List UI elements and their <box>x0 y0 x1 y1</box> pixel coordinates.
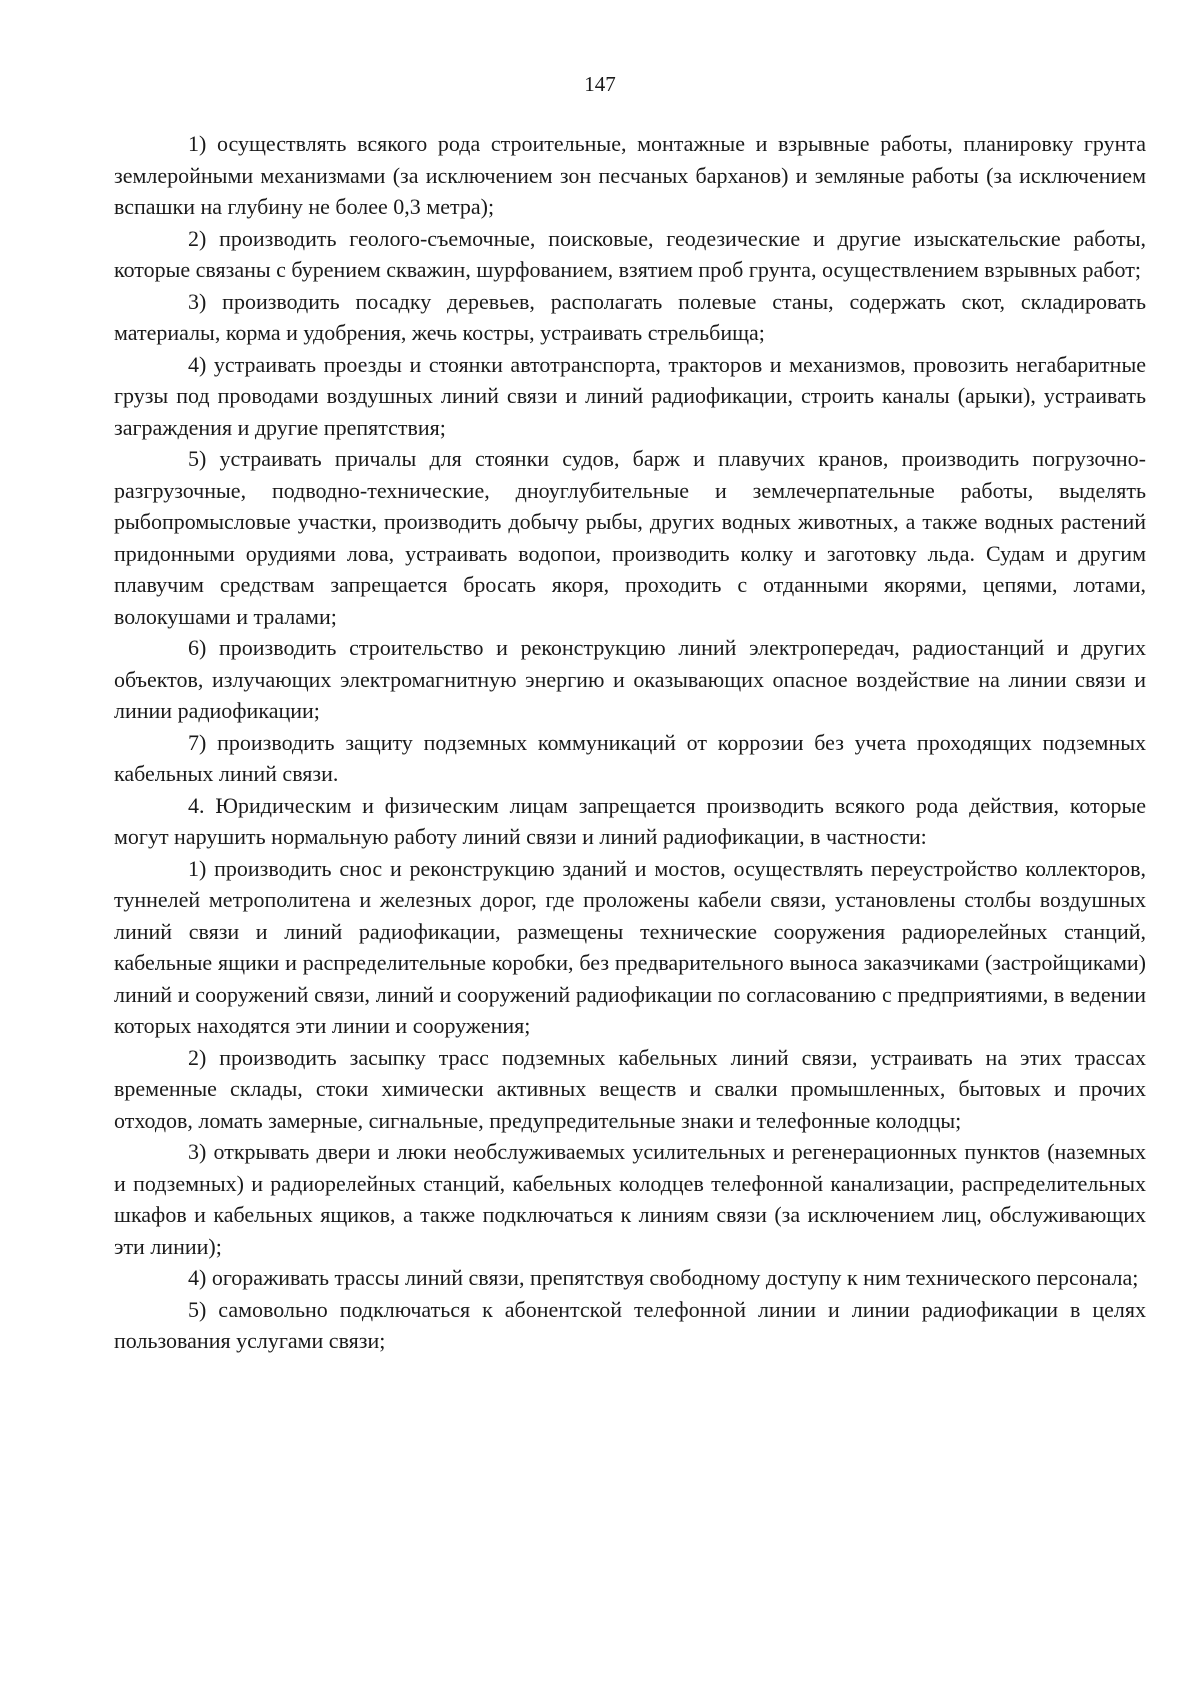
paragraph-item-3: 3) производить посадку деревьев, располагать полевые станы, содержать скот, складировать материалы, корма и удобрения, жечь костры, устраивать стрельбища; <box>114 288 1146 345</box>
paragraph-item-1: 1) осуществлять всякого рода строительные, монтажные и взрывные работы, планировку грунта землеройными механизмами (за исключением зон песчаных барханов) и земляные работы (за исключением вспашки на глубину не более 0,3 метра); <box>114 131 1146 219</box>
paragraph-item-5: 5) устраивать причалы для стоянки судов, барж и плавучих кранов, производить погрузочно-разгрузочные, подводно-технические, дноуглубительные и землечерпательные работы, выделять рыбопромысловые участки, производить добычу рыбы, других водных животных, а также водных растений придонными орудиями лова, устраивать водопои, производить колку и заготовку льда. Судам и другим плавучим средствам запрещается бросать якоря, проходить с отданными якорями, цепями, лотами, волокушами и тралами; <box>114 446 1146 629</box>
paragraph-item-6: 6) производить строительство и реконструкцию линий электропередач, радиостанций и других объектов, излучающих электромагнитную энергию и оказывающих опасное воздействие на линии связи и линии радиофикации; <box>114 635 1146 723</box>
paragraph-item-4: 4) устраивать проезды и стоянки автотранспорта, тракторов и механизмов, провозить негабаритные грузы под проводами воздушных линий связи и линий радиофикации, строить каналы (арыки), устраивать заграждения и другие препятствия; <box>114 351 1146 440</box>
paragraph-prohibition-5: 5) самовольно подключаться к абонентской телефонной линии и линии радиофикации в целях пользования услугами связи; <box>114 1296 1146 1353</box>
page-number: 147 <box>584 72 616 96</box>
document-body <box>114 128 1146 1357</box>
paragraph-prohibition-1: 1) производить снос и реконструкцию зданий и мостов, осуществлять переустройство коллекторов, туннелей метрополитена и железных дорог, где проложены кабели связи, установлены столбы воздушных линий связи и линий радиофикации, размещены технические сооружения радиорелейных станций, кабельные ящики и распределительные коробки, без предварительного выноса заказчиками (застройщиками) линий и сооружений связи, линий и сооружений радиофикации по согласованию с предприятиями, в ведении которых находятся эти линии и сооружения; <box>114 855 1146 1038</box>
paragraph-prohibition-2: 2) производить засыпку трасс подземных кабельных линий связи, устраивать на этих трассах временные склады, стоки химически активных веществ и свалки промышленных, бытовых и прочих отходов, ломать замерные, сигнальные, предупредительные знаки и телефонные колодцы; <box>114 1044 1146 1133</box>
paragraph-prohibition-4: 4) огораживать трассы линий связи, препятствуя свободному доступу к ним технического персонала; <box>188 1265 1139 1290</box>
paragraph-item-2: 2) производить геолого-съемочные, поисковые, геодезические и другие изыскательские работы, которые связаны с бурением скважин, шурфованием, взятием проб грунта, осуществлением взрывных работ; <box>114 225 1146 282</box>
paragraph-item-7: 7) производить защиту подземных коммуникаций от коррозии без учета проходящих подземных кабельных линий связи. <box>114 729 1146 786</box>
paragraph-prohibition-3: 3) открывать двери и люки необслуживаемых усилительных и регенерационных пунктов (наземных и подземных) и радиорелейных станций, кабельных колодцев телефонной канализации, распределительных шкафов и кабельных ящиков, а также подключаться к линиям связи (за исключением лиц, обслуживающих эти линии); <box>114 1139 1146 1259</box>
section-4-intro: 4. Юридическим и физическим лицам запрещается производить всякого рода действия, которые могут нарушить нормальную работу линий связи и линий радиофикации, в частности: <box>114 792 1146 849</box>
